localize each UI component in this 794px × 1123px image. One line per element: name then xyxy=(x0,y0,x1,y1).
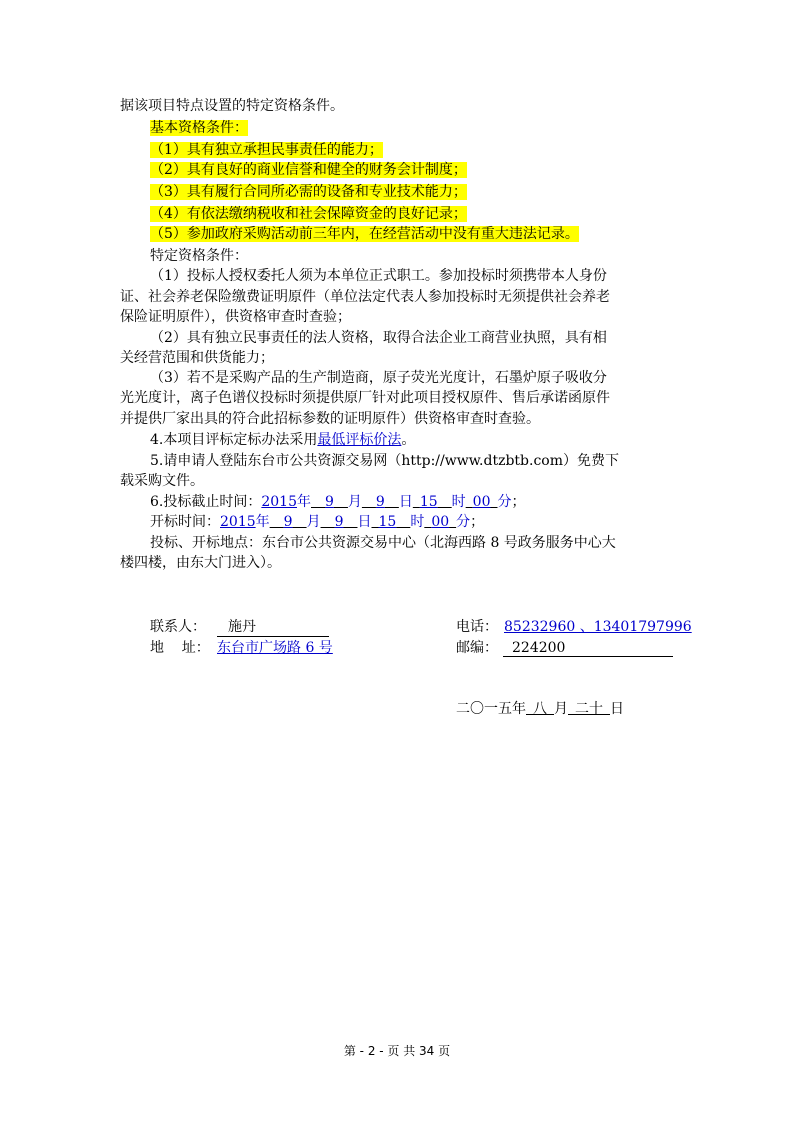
phone-number[interactable]: 85232960 、13401797996 xyxy=(504,619,692,635)
specific-p3-line1: （3）若不是采购产品的生产制造商，原子荧光光度计，石墨炉原子吸收分 xyxy=(150,370,607,386)
basic-item-4: （4）有依法缴纳税收和社会保障资金的良好记录； xyxy=(150,206,467,222)
opening-month: 9 xyxy=(283,514,293,530)
opening-hour: 15 xyxy=(378,514,397,530)
contact-name: 施丹 xyxy=(228,619,256,635)
postcode-value: 224200 xyxy=(512,640,566,656)
contact-label: 联系人： xyxy=(150,619,206,635)
specific-p1-line3: 保险证明原件），供资格审查时查验； xyxy=(120,309,351,325)
specific-p2-line2: 关经营范围和供货能力； xyxy=(120,350,274,366)
address-label: 地 址： xyxy=(150,640,210,656)
basic-item-1: （1）具有独立承担民事责任的能力； xyxy=(150,142,383,158)
specific-p3-line3: 并提供厂家出具的符合此招标参数的证明原件）供资格审查时查验。 xyxy=(120,411,540,427)
phone-label: 电话： xyxy=(456,619,498,635)
specific-heading: 特定资格条件： xyxy=(150,248,248,264)
specific-p3-line2: 光光度计，离子色谱仪投标时须提供原厂针对此项目授权原件、售后承诺函原件 xyxy=(120,390,610,406)
bid-opening-time: 开标时间：2015年 9 月 9 日 15 时 00 分； xyxy=(150,514,485,530)
basic-item-2: （2）具有良好的商业信誉和健全的财务会计制度； xyxy=(150,162,467,178)
page-footer: 第 - 2 - 页 共 34 页 xyxy=(343,1044,451,1058)
basic-item-5: （5）参加政府采购活动前三年内，在经营活动中没有重大违法记录。 xyxy=(150,226,579,242)
download-instructions-line2: 载采购文件。 xyxy=(120,473,204,489)
address-value: 东台市广场路 6 号 xyxy=(217,640,333,656)
postcode-underline xyxy=(503,656,673,657)
deadline-year: 2015 xyxy=(261,494,297,510)
bid-location-line2: 楼四楼，由东大门进入）。 xyxy=(120,555,281,571)
date-month: 八 xyxy=(533,701,547,717)
basic-item-3: （3）具有履行合同所必需的设备和专业技术能力； xyxy=(150,184,467,200)
document-date: 二〇一五年 八 月 二十 日 xyxy=(456,701,624,717)
phone-number-wrap xyxy=(504,617,692,637)
postcode-label: 邮编： xyxy=(456,640,498,656)
deadline-month: 9 xyxy=(325,494,334,510)
evaluation-method-link[interactable]: 最低评标价法 xyxy=(317,432,402,448)
basic-heading: 基本资格条件： xyxy=(150,120,248,136)
date-day: 二十 xyxy=(575,701,603,717)
contact-underline xyxy=(217,636,329,637)
opening-year: 2015 xyxy=(220,514,256,530)
specific-p1-line2: 证、社会养老保险缴费证明原件（单位法定代表人参加投标时无须提供社会养老 xyxy=(120,289,610,305)
deadline-hour: 15 xyxy=(419,494,438,510)
specific-p2-line1: （2）具有独立民事责任的法人资格，取得合法企业工商营业执照，具有相 xyxy=(150,330,607,346)
deadline-day: 9 xyxy=(375,494,385,510)
download-instructions-line1: 5.请申请人登陆东台市公共资源交易网（http://www.dtzbtb.com）免费下 xyxy=(150,453,619,469)
intro-text: 据该项目特点设置的特定资格条件。 xyxy=(120,98,344,114)
deadline-minute: 00 xyxy=(472,494,491,510)
opening-minute: 00 xyxy=(431,514,450,530)
specific-p1-line1: （1）投标人授权委托人须为本单位正式职工。参加投标时须携带本人身份 xyxy=(150,268,607,284)
opening-day: 9 xyxy=(334,514,344,530)
evaluation-method: 4.本项目评标定标办法采用最低评标价法。 xyxy=(150,432,416,448)
bid-deadline: 6.投标截止时间：2015年 9 月 9 日 15 时 00 分； xyxy=(150,494,526,510)
bid-location-line1: 投标、开标地点：东台市公共资源交易中心（北海西路 8 号政务服务中心大 xyxy=(150,535,616,551)
